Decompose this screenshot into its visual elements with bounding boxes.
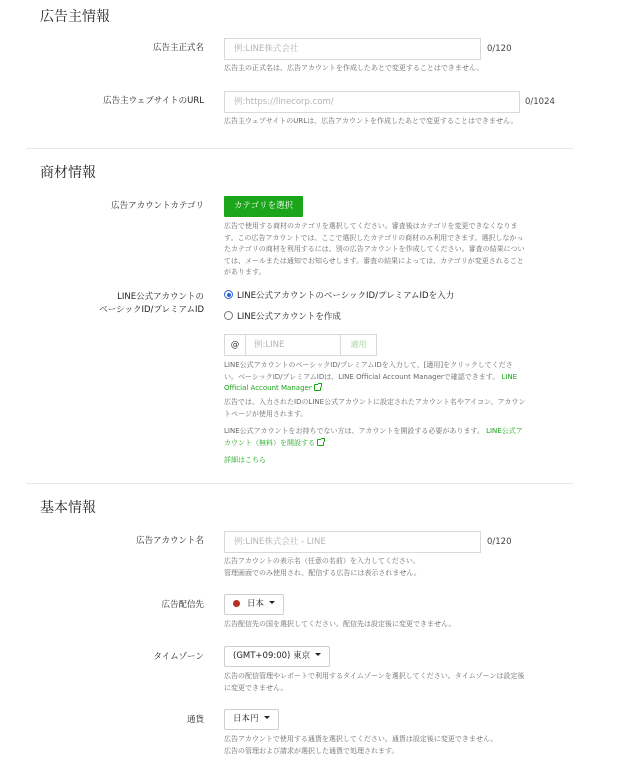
timezone-value: (GMT+09:00) 東京 <box>233 651 311 661</box>
details-link-text[interactable]: 詳細はこちら <box>224 456 266 464</box>
radio-unselected-icon[interactable] <box>224 311 233 320</box>
advertiser-url-input[interactable]: 例:https://linecorp.com/ <box>224 91 520 113</box>
radio-create-account-label: LINE公式アカウントを作成 <box>237 312 341 322</box>
chevron-down-icon <box>269 601 275 604</box>
currency-help-line1: 広告アカウントで使用する通貨を選択してください。通貨は設定後に変更できません。 <box>224 735 498 743</box>
advertiser-name-counter: 0/120 <box>487 44 512 54</box>
ad-account-name-help-line2: 管理画面でのみ使用され、配信する広告には表示されません。 <box>224 568 421 577</box>
create-account-help-text: LINE公式アカウントをお持ちでない方は、アカウントを開設する必要があります。 <box>224 427 484 435</box>
currency-dropdown[interactable] <box>224 709 279 730</box>
delivery-country-dropdown[interactable] <box>224 594 284 615</box>
select-category-button[interactable]: カテゴリを選択 <box>224 196 303 217</box>
delivery-country-value: 日本 <box>247 599 265 609</box>
radio-selected-icon[interactable] <box>224 290 233 299</box>
section-title-product: 商材情報 <box>40 165 96 181</box>
official-account-manager-link-text: LINE Official Account Manager <box>224 372 518 392</box>
divider <box>26 148 573 149</box>
category-help: 広告で使用する商材のカテゴリを選択してください。審査後はカテゴリを変更できなくなります。この広告アカウントでは、ここで選択したカテゴリの商材のみ利用できます。選択しなかったカテゴリの商材を利用するには、別の広告アカウントを作成してください。審査の結果については、メールまたは通知でお知らせします。審査の結果によっては、カテゴリが変更されることがあります。 <box>224 222 525 276</box>
details-link[interactable] <box>224 455 266 467</box>
account-usage-help: 広告では、入力されたIDのLINE公式アカウントに設定されたアカウント名やアイコン、アカウントページが使用されます。 <box>224 398 526 418</box>
advertiser-url-counter: 0/1024 <box>525 97 555 107</box>
create-official-account-link-text: LINE公式アカウント（無料）を開設する <box>224 427 523 447</box>
currency-label: 通貨 <box>186 715 204 725</box>
official-account-id-field <box>224 334 377 356</box>
advertiser-name-input[interactable]: 例:LINE株式会社 <box>224 38 481 60</box>
chevron-down-icon <box>315 653 321 656</box>
radio-enter-id-label: LINE公式アカウントのベーシックID/プレミアムIDを入力 <box>237 291 455 301</box>
chevron-down-icon <box>264 716 270 719</box>
currency-help <box>224 734 564 757</box>
currency-help-line2: 広告の管理および請求が選択した通貨で処理されます。 <box>224 746 399 755</box>
official-account-id-label-line1: LINE公式アカウントの <box>117 292 204 302</box>
section-title-advertiser: 広告主情報 <box>40 9 110 25</box>
create-account-help <box>224 426 526 449</box>
ad-account-name-help-line1: 広告アカウントの表示名（任意の名前）を入力してください。 <box>224 557 420 565</box>
ad-account-name-help <box>224 556 564 579</box>
advertiser-url-label: 広告主ウェブサイトのURL <box>103 96 204 106</box>
external-link-icon <box>314 384 321 391</box>
japan-flag-icon <box>233 600 240 607</box>
radio-create-account[interactable] <box>224 310 341 322</box>
ad-account-name-counter: 0/120 <box>487 537 512 547</box>
id-help-text: LINE公式アカウントのベーシックID/プレミアムIDを入力して、[適用]をクリックしてください。ベーシックID/プレミアムIDは、LINE Official Account Managerで確認できます。 <box>224 361 513 381</box>
ad-account-name-input[interactable]: 例:LINE株式会社 - LINE <box>224 531 481 553</box>
divider <box>26 483 573 484</box>
advertiser-name-help: 広告主の正式名は、広告アカウントを作成したあとで変更することはできません。 <box>224 64 484 72</box>
at-prefix: @ <box>225 335 246 355</box>
delivery-country-label: 広告配信先 <box>161 600 204 610</box>
apply-button[interactable]: 適用 <box>340 335 376 355</box>
currency-value: 日本円 <box>233 714 259 724</box>
delivery-country-help: 広告配信先の国を選択してください。配信先は設定後に変更できません。 <box>224 620 456 628</box>
timezone-help: 広告の配信管理やレポートで利用するタイムゾーンを選択してください。タイムゾーンは設定後に変更できません。 <box>224 672 525 692</box>
official-account-id-input[interactable]: 例:LINE <box>254 340 285 350</box>
advertiser-name-label: 広告主正式名 <box>152 43 204 53</box>
external-link-icon <box>317 439 324 446</box>
official-account-id-label-line2: ベーシックID/プレミアムID <box>99 305 204 315</box>
radio-enter-id[interactable] <box>224 289 454 301</box>
account-category-label: 広告アカウントカテゴリ <box>111 201 204 211</box>
advertiser-url-help: 広告主ウェブサイトのURLは、広告アカウントを作成したあとで変更することはできません。 <box>224 117 518 125</box>
official-account-id-label <box>99 291 204 317</box>
id-help <box>224 360 526 395</box>
section-title-basic: 基本情報 <box>40 500 96 516</box>
ad-account-name-label: 広告アカウント名 <box>136 536 204 546</box>
timezone-label: タイムゾーン <box>153 652 204 662</box>
timezone-dropdown[interactable] <box>224 646 330 667</box>
